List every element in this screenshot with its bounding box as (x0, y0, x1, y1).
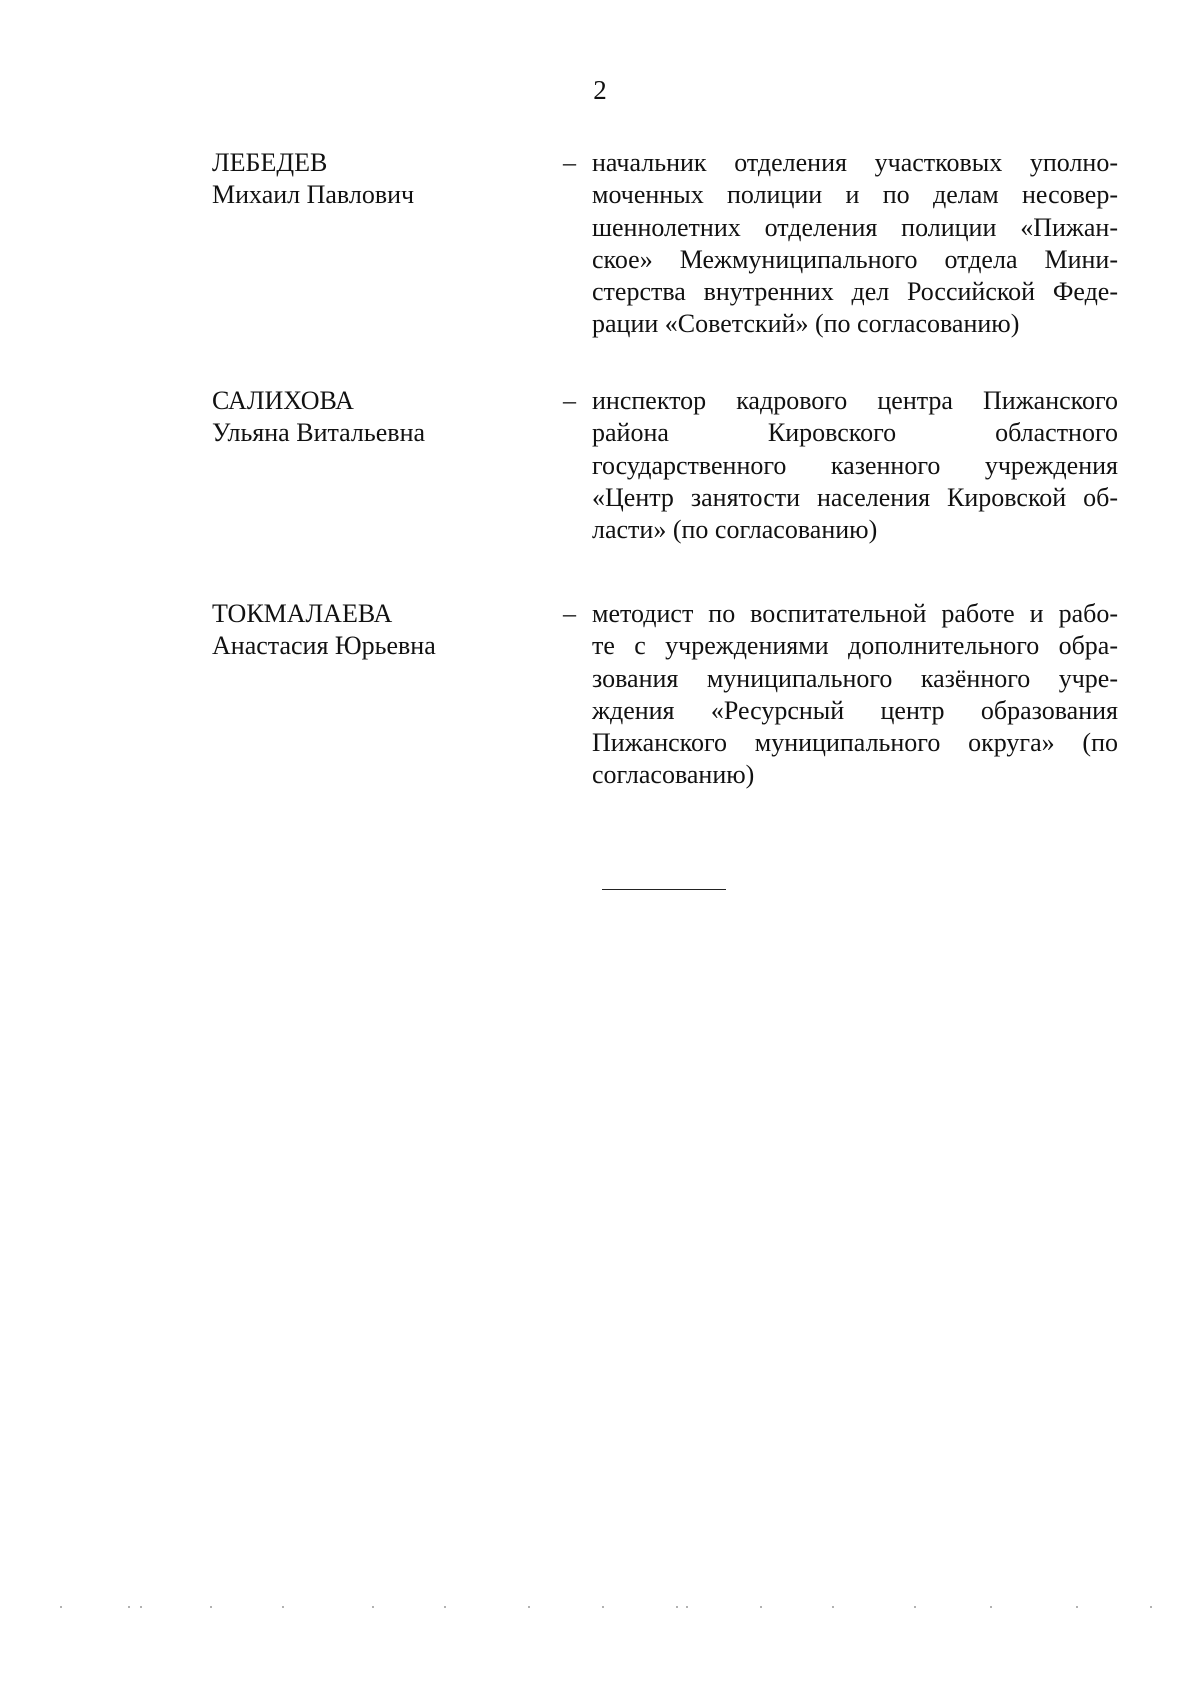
member-name (212, 598, 532, 662)
position-line: ское» Межмуниципального отдела Мини- (592, 244, 1118, 274)
member-surname: САЛИХОВА (212, 386, 354, 415)
position-line: зования муниципального казённого учре- (592, 663, 1118, 693)
position-line: согласованию) (592, 760, 755, 790)
scan-speck (128, 1606, 130, 1608)
position-line: начальник отделения участковых уполно- (592, 148, 1118, 177)
scan-speck (832, 1606, 834, 1608)
member-position (592, 385, 1118, 546)
position-line: ждения «Ресурсный центр образования (592, 695, 1118, 725)
position-line: Пижанского муниципального округа» (по (592, 728, 1118, 758)
dash-separator: – (563, 148, 576, 177)
position-line: государственного казенного учреждения (592, 450, 1118, 480)
scan-speck (282, 1606, 284, 1608)
scan-speck (444, 1606, 446, 1608)
scan-speck (210, 1606, 212, 1608)
member-given-names: Ульяна Витальевна (212, 418, 426, 447)
member-position (592, 598, 1118, 792)
dash-separator: – (563, 599, 576, 628)
position-line: «Центр занятости населения Кировской об- (592, 482, 1118, 512)
position-line: района Кировского областного (592, 418, 1118, 448)
scan-speck (372, 1606, 374, 1608)
scan-speck (686, 1606, 688, 1608)
member-name (212, 385, 532, 449)
scan-speck (676, 1606, 678, 1608)
scan-speck (914, 1606, 916, 1608)
scan-speck (140, 1606, 142, 1608)
position-line: рации «Советский» (по согласованию) (592, 309, 1020, 339)
scan-speck (1150, 1606, 1152, 1608)
member-position (592, 147, 1118, 341)
scan-speck (60, 1606, 62, 1608)
scan-speck (990, 1606, 992, 1608)
position-line: ласти» (по согласованию) (592, 515, 878, 545)
page-number: 2 (593, 75, 607, 105)
member-name (212, 147, 532, 211)
scan-speck (760, 1606, 762, 1608)
scan-speck (528, 1606, 530, 1608)
dash-separator: – (563, 386, 576, 415)
position-line: моченных полиции и по делам несовер- (592, 180, 1118, 210)
member-given-names: Анастасия Юрьевна (212, 631, 436, 660)
position-line: те с учреждениями дополнительного обра- (592, 631, 1118, 661)
position-line: шеннолетних отделения полиции «Пижан- (592, 212, 1118, 242)
member-given-names: Михаил Павлович (212, 180, 415, 209)
position-line: стерства внутренних дел Российской Феде- (592, 277, 1118, 307)
scan-speck (1076, 1606, 1078, 1608)
member-surname: ТОКМАЛАЕВА (212, 599, 393, 628)
position-line: инспектор кадрового центра Пижанского (592, 386, 1118, 415)
member-surname: ЛЕБЕДЕВ (212, 148, 328, 177)
position-line: методист по воспитательной работе и рабо- (592, 599, 1118, 628)
closing-rule (602, 889, 726, 890)
scan-speck (602, 1606, 604, 1608)
